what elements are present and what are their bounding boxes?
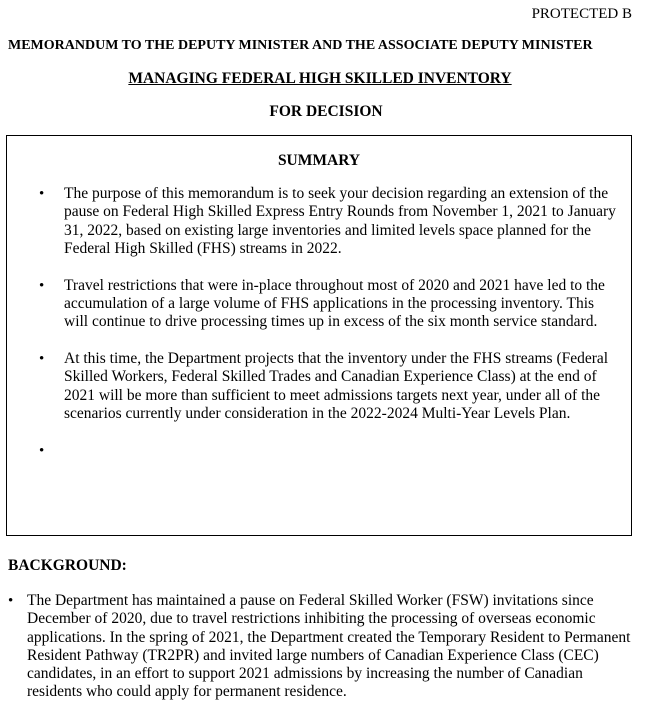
summary-box [6,135,632,536]
summary-item [7,185,631,258]
background-item [0,592,654,702]
background-heading: BACKGROUND: [8,557,127,574]
bullet-icon: • [39,186,45,202]
bullet-icon: • [8,593,14,609]
classification-marking: PROTECTED B [531,6,632,22]
summary-item [7,350,631,423]
bullet-icon: • [39,351,45,368]
memo-purpose: FOR DECISION [269,103,383,120]
bullet-icon: • [39,442,45,459]
summary-heading: SUMMARY [277,152,361,169]
memo-recipient-line: MEMORANDUM TO THE DEPUTY MINISTER AND THE ASSOCIATE DEPUTY MINISTER [8,38,593,53]
summary-item-text: The purpose of this memorandum is to seek your decision regarding an extension of the pause on Federal High Skilled Express Entry Rounds from November 1, 2021 to January 31, 2022, based on existing large inventories and limited levels space planned for the Federal High Skilled (FHS) streams in 2022. [64,185,616,257]
summary-list [7,185,631,478]
summary-item [7,277,631,332]
summary-item-text: Travel restrictions that were in-place throughout most of 2020 and 2021 have led to the accumulation of a large volume of FHS applications in the processing inventory. This will continue to drive processing times up in excess of the six month service standard. [64,276,605,331]
summary-item-text: At this time, the Department projects that the inventory under the FHS streams (Federal Skilled Workers, Federal Skilled Trades and Canadian Experience Class) at the end of 2021 will be more than sufficient to meet admissions targets next year, under all of the scenarios currently under consideration in the 2022-2024 Multi-Year Levels Plan. [64,350,609,422]
background-item-text: The Department has maintained a pause on Federal Skilled Worker (FSW) invitations since December of 2020, due to travel restrictions inhibiting the processing of overseas economic applications. In the spring of 2021, the Department created the Temporary Resident to Permanent Resident Pathway (TR2PR) and invited large numbers of Canadian Experience Class (CEC) candidates, in an effort to support 2021 admissions by increasing the number of Canadian residents who could apply for permanent residence. [27,592,631,701]
memo-title: MANAGING FEDERAL HIGH SKILLED INVENTORY [128,70,512,87]
summary-item-empty [7,442,631,460]
background-list [0,592,654,702]
bullet-icon: • [39,277,45,294]
